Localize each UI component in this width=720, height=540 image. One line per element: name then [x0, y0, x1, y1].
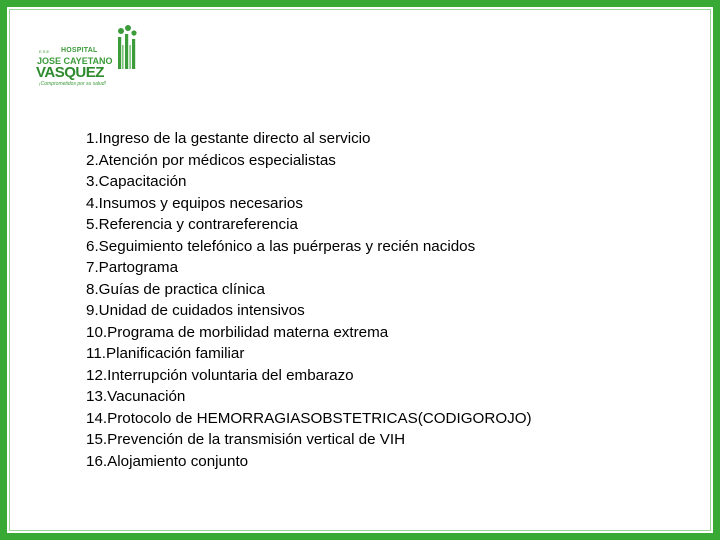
- logo-name-line2: VASQUEZ: [36, 64, 104, 81]
- logo-prefix: E.S.E.: [39, 49, 51, 54]
- list-item: 11.Planificación familiar: [86, 345, 245, 362]
- list-item: 14.Protocolo de HEMORRAGIASOBSTETRICAS(CODIGOROJO): [86, 409, 532, 427]
- list-item: 6.Seguimiento telefónico a las puérperas y recién nacidos: [86, 237, 476, 255]
- list-item: 3.Capacitación: [86, 173, 187, 190]
- list-item: 10.Programa de morbilidad materna extrema: [86, 323, 389, 341]
- logo-hospital-label: HOSPITAL: [61, 47, 98, 54]
- hospital-logo: [31, 21, 151, 95]
- list-item: 1.Ingreso de la gestante directo al servicio: [86, 130, 371, 147]
- list-item: 9.Unidad de cuidados intensivos: [86, 302, 305, 319]
- logo-name-line1: JOSE CAYETANO: [37, 56, 113, 66]
- list-item: 8.Guías de practica clínica: [86, 280, 265, 298]
- list-item: 5.Referencia y contrareferencia: [86, 216, 298, 233]
- list-item: 15.Prevención de la transmisión vertical de VIH: [86, 431, 406, 448]
- hospital-people-emblem-icon: [113, 25, 139, 71]
- list-item: 16.Alojamiento conjunto: [86, 452, 249, 470]
- logo-slogan: ¡Comprometidos por su salud!: [39, 81, 106, 87]
- list-item: 7.Partograma: [86, 259, 179, 276]
- list-item: 13.Vacunación: [86, 388, 186, 405]
- list-item: 2.Atención por médicos especialistas: [86, 151, 336, 169]
- service-list: [86, 128, 532, 472]
- list-item: 12.Interrupción voluntaria del embarazo: [86, 366, 354, 384]
- list-item: 4.Insumos y equipos necesarios: [86, 194, 303, 212]
